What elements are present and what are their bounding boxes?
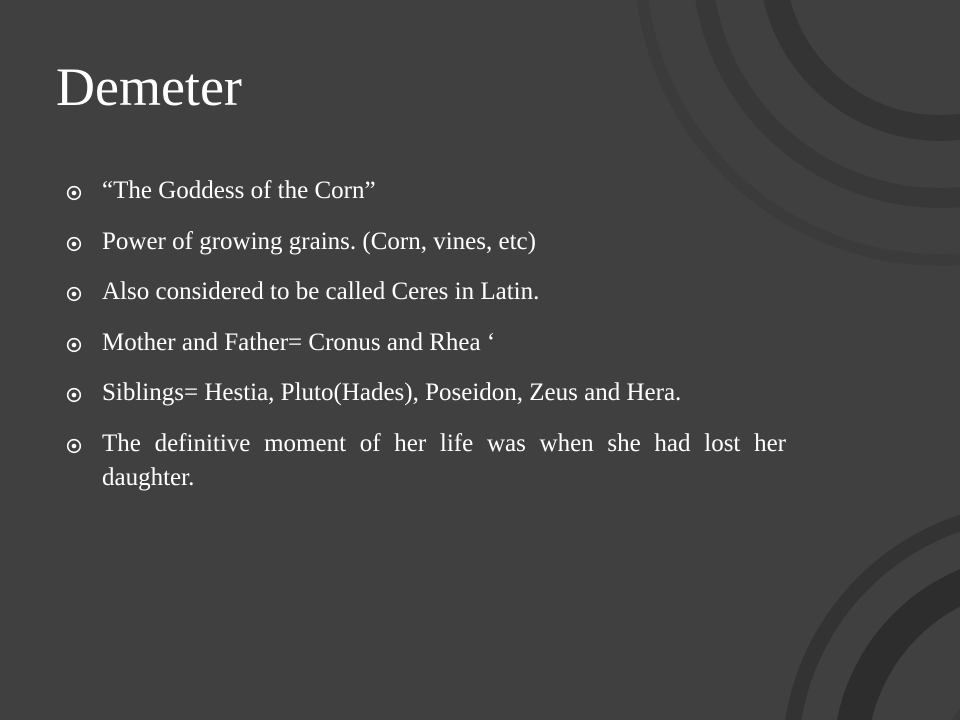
bullet-list <box>66 174 786 508</box>
bullet-item <box>66 174 786 211</box>
bullet-text: Power of growing grains. (Corn, vines, etc) <box>102 227 536 255</box>
bullet-text: Also considered to be called Ceres in Latin. <box>102 278 540 305</box>
bullet-item <box>66 225 786 262</box>
bullet-text: “The Goddess of the Corn” <box>102 177 376 204</box>
bullet-text: The definitive moment of her life was when she had lost her daughter. <box>102 429 786 491</box>
ring-dot-icon <box>66 174 102 211</box>
ring-dot-icon <box>66 275 102 312</box>
bullet-item <box>66 326 786 363</box>
ring-dot-icon <box>66 326 102 363</box>
bullet-item <box>66 275 786 312</box>
bullet-text: Siblings= Hestia, Pluto(Hades), Poseidon, Zeus and Hera. <box>102 379 682 406</box>
slide-title: Demeter <box>56 57 242 117</box>
ring-dot-icon <box>66 427 102 464</box>
bullet-text: Mother and Father= Cronus and Rhea ‘ <box>102 328 496 356</box>
bullet-item <box>66 427 786 495</box>
ring-dot-icon <box>66 376 102 413</box>
bullet-item <box>66 376 786 413</box>
ring-dot-icon <box>66 225 102 262</box>
